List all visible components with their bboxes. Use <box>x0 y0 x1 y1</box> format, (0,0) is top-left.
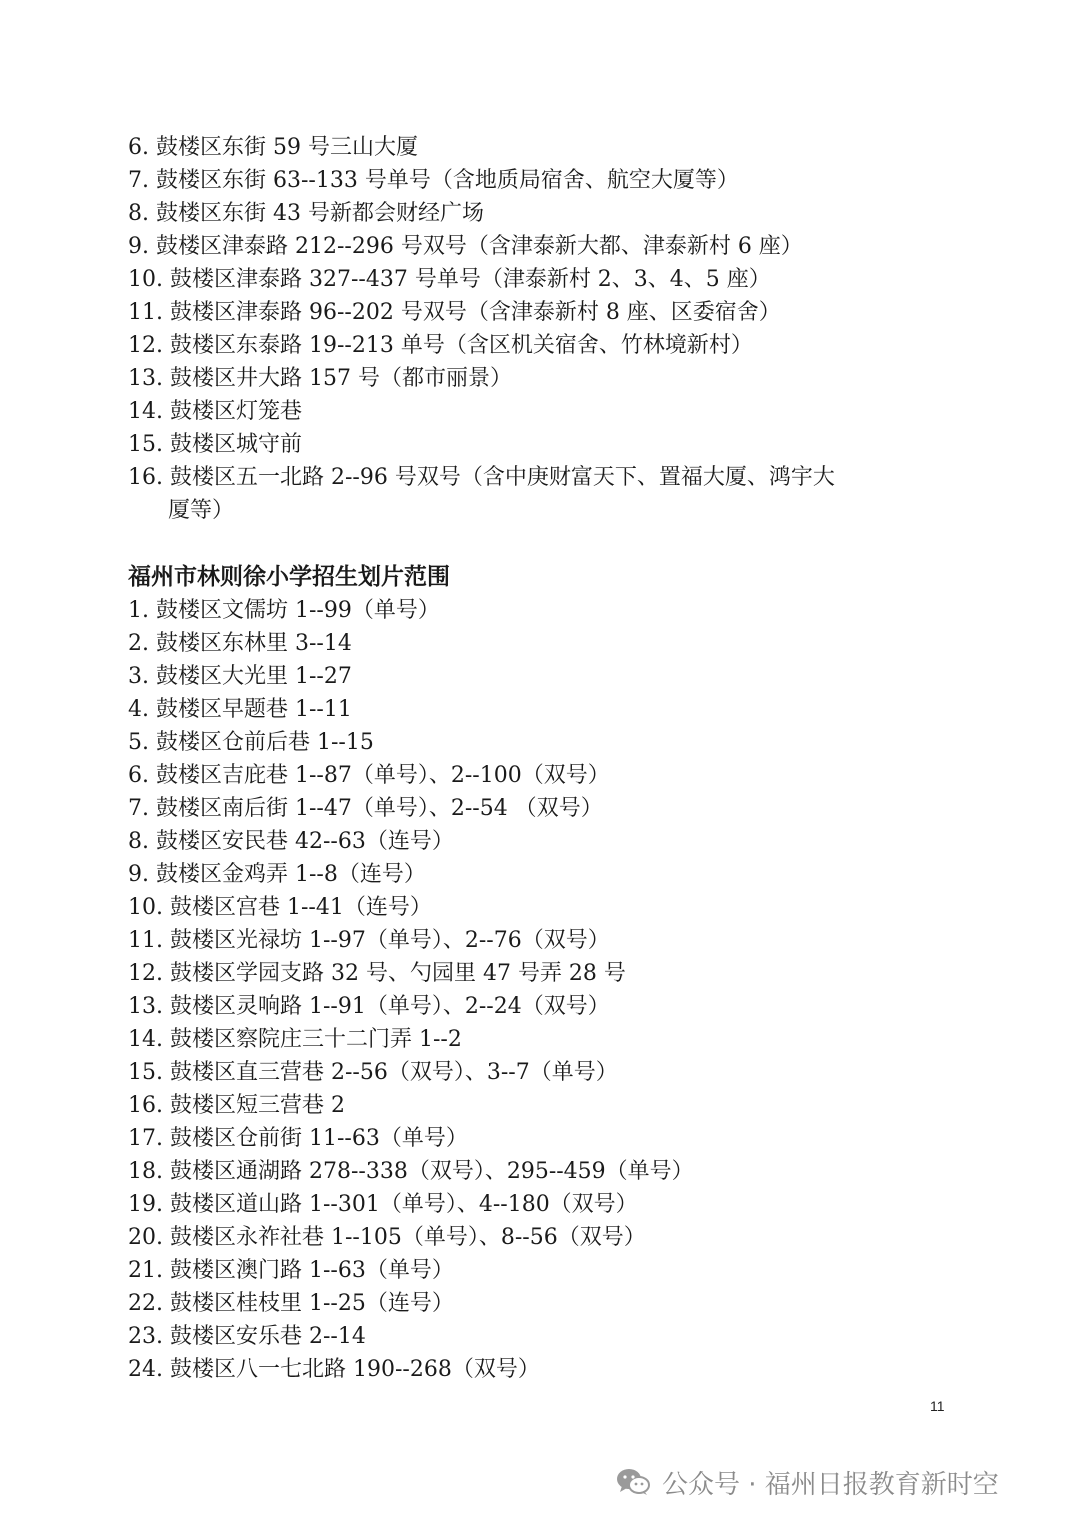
list-item: 22. 鼓楼区桂枝里 1--25（连号） <box>128 1291 454 1316</box>
list-item: 7. 鼓楼区南后街 1--47（单号）、2--54 （双号） <box>128 796 603 821</box>
list-item: 6. 鼓楼区吉庇巷 1--87（单号）、2--100（双号） <box>128 763 610 788</box>
list-item: 15. 鼓楼区直三营巷 2--56（双号）、3--7（单号） <box>128 1060 618 1085</box>
list-item: 8. 鼓楼区东街 43 号新都会财经广场 <box>128 201 484 226</box>
list-item: 13. 鼓楼区灵响路 1--91（单号）、2--24（双号） <box>128 994 610 1019</box>
list-item: 8. 鼓楼区安民巷 42--63（连号） <box>128 829 454 854</box>
list-item: 5. 鼓楼区仓前后巷 1--15 <box>128 730 374 755</box>
page-number: 11 <box>930 1398 945 1414</box>
list-item: 20. 鼓楼区永祚社巷 1--105（单号）、8--56（双号） <box>128 1225 646 1250</box>
list-item: 9. 鼓楼区津泰路 212--296 号双号（含津泰新大都、津泰新村 6 座） <box>128 234 803 259</box>
list-item: 10. 鼓楼区津泰路 327--437 号单号（津泰新村 2、3、4、5 座） <box>128 267 771 292</box>
list-item: 14. 鼓楼区灯笼巷 <box>128 399 302 424</box>
list-item: 11. 鼓楼区津泰路 96--202 号双号（含津泰新村 8 座、区委宿舍） <box>128 300 781 325</box>
list-item: 6. 鼓楼区东街 59 号三山大厦 <box>128 135 418 160</box>
list-item: 10. 鼓楼区宫巷 1--41（连号） <box>128 895 432 920</box>
list-item-continuation: 厦等） <box>168 498 235 523</box>
list-item-multiline <box>128 461 948 527</box>
list-item: 7. 鼓楼区东街 63--133 号单号（含地质局宿舍、航空大厦等） <box>128 168 739 193</box>
section-one-list <box>128 131 948 527</box>
section-title: 福州市林则徐小学招生划片范围 <box>128 564 450 590</box>
list-item: 15. 鼓楼区城守前 <box>128 432 302 457</box>
list-item: 14. 鼓楼区察院庄三十二门弄 1--2 <box>128 1027 462 1052</box>
list-item: 16. 鼓楼区短三营巷 2 <box>128 1093 345 1118</box>
list-item: 24. 鼓楼区八一七北路 190--268（双号） <box>128 1357 540 1382</box>
watermark <box>616 1462 999 1502</box>
list-item: 12. 鼓楼区东泰路 19--213 单号（含区机关宿舍、竹林境新村） <box>128 333 753 358</box>
list-item-line: 16. 鼓楼区五一北路 2--96 号双号（含中庚财富天下、置福大厦、鸿宇大 <box>128 465 835 490</box>
list-item: 9. 鼓楼区金鸡弄 1--8（连号） <box>128 862 426 887</box>
list-item: 3. 鼓楼区大光里 1--27 <box>128 664 352 689</box>
list-item: 12. 鼓楼区学园支路 32 号、勺园里 47 号弄 28 号 <box>128 961 626 986</box>
list-item: 18. 鼓楼区通湖路 278--338（双号）、295--459（单号） <box>128 1159 694 1184</box>
list-item: 11. 鼓楼区光禄坊 1--97（单号）、2--76（双号） <box>128 928 610 953</box>
wechat-icon <box>616 1467 650 1497</box>
list-item: 17. 鼓楼区仓前街 11--63（单号） <box>128 1126 468 1151</box>
list-item: 19. 鼓楼区道山路 1--301（单号）、4--180（双号） <box>128 1192 638 1217</box>
list-item: 4. 鼓楼区早题巷 1--11 <box>128 697 352 722</box>
list-item: 23. 鼓楼区安乐巷 2--14 <box>128 1324 366 1349</box>
watermark-text: 公众号 · 福州日报教育新时空 <box>662 1469 999 1500</box>
list-item: 21. 鼓楼区澳门路 1--63（单号） <box>128 1258 454 1283</box>
list-item: 13. 鼓楼区井大路 157 号（都市丽景） <box>128 366 512 391</box>
section-two-list <box>128 594 948 1386</box>
list-item: 2. 鼓楼区东林里 3--14 <box>128 631 352 656</box>
list-item: 1. 鼓楼区文儒坊 1--99（单号） <box>128 598 440 623</box>
